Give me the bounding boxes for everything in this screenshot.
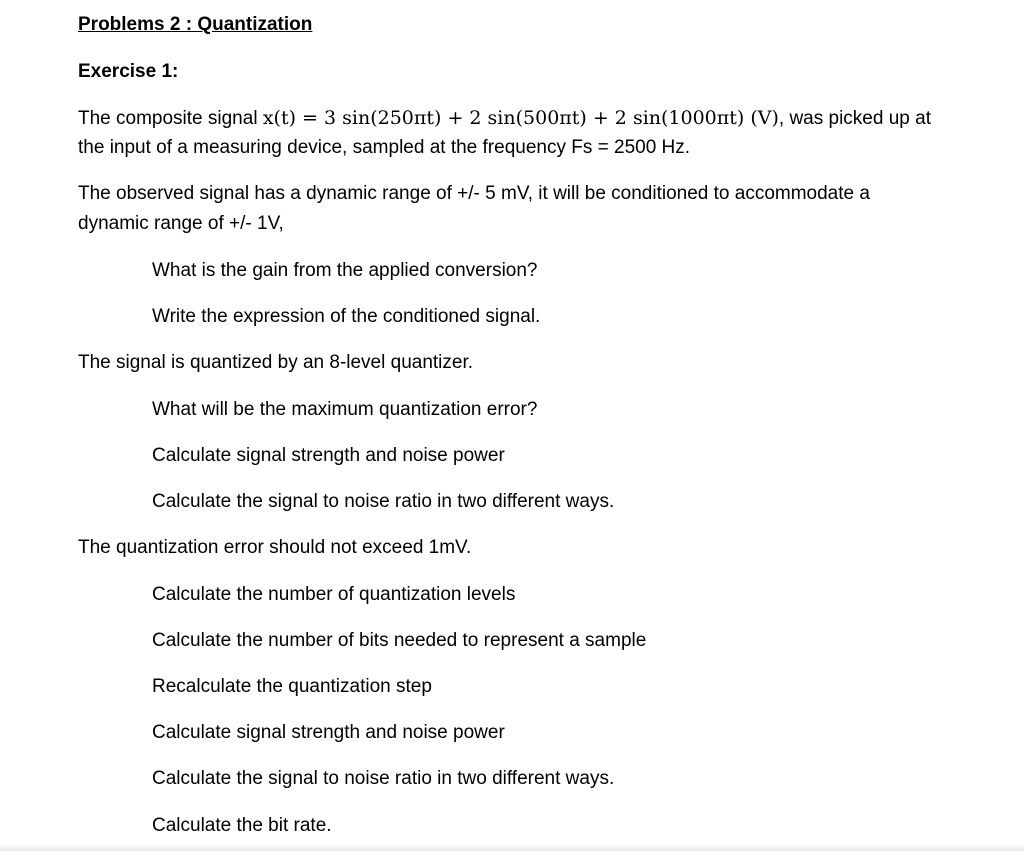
question-snr-two-ways: Calculate the signal to noise ratio in two different ways. (152, 491, 615, 512)
question-conditioned-signal: Write the expression of the conditioned signal. (152, 306, 541, 327)
question-signal-noise-power: Calculate signal strength and noise power (152, 445, 505, 466)
question-bit-rate: Calculate the bit rate. (152, 815, 332, 836)
question-number-of-bits: Calculate the number of bits needed to represent a sample (152, 630, 647, 651)
question-quantization-step: Recalculate the quantization step (152, 676, 432, 697)
document-title: Problems 2 : Quantization (78, 14, 313, 35)
exercise-heading: Exercise 1: (78, 61, 179, 82)
question-gain: What is the gain from the applied conversion? (152, 260, 538, 281)
section-8-level-quantizer: The signal is quantized by an 8-level quantizer. (78, 352, 474, 373)
question-number-of-levels: Calculate the number of quantization levels (152, 584, 516, 605)
intro-text-before-formula: The composite signal (78, 108, 263, 129)
intro-paragraph-line1 (78, 103, 931, 134)
question-max-quantization-error: What will be the maximum quantization error? (152, 399, 538, 420)
intro-paragraph-line2: the input of a measuring device, sampled at the frequency Fs = 2500 Hz. (78, 137, 691, 158)
signal-formula: x(t) = 3 sin(250πt) + 2 sin(500πt) + 2 sin(1000πt) (V) (262, 107, 779, 129)
section-error-limit: The quantization error should not exceed 1mV. (78, 537, 472, 558)
dynamic-range-line2: dynamic range of +/- 1V, (78, 213, 284, 234)
dynamic-range-line1: The observed signal has a dynamic range of +/- 5 mV, it will be conditioned to accommodate a (78, 183, 870, 204)
question-snr-two-ways-2: Calculate the signal to noise ratio in two different ways. (152, 768, 615, 789)
intro-text-after-formula: , was picked up at (778, 108, 931, 129)
page-bottom-shadow (0, 845, 1024, 851)
question-signal-noise-power-2: Calculate signal strength and noise power (152, 722, 505, 743)
